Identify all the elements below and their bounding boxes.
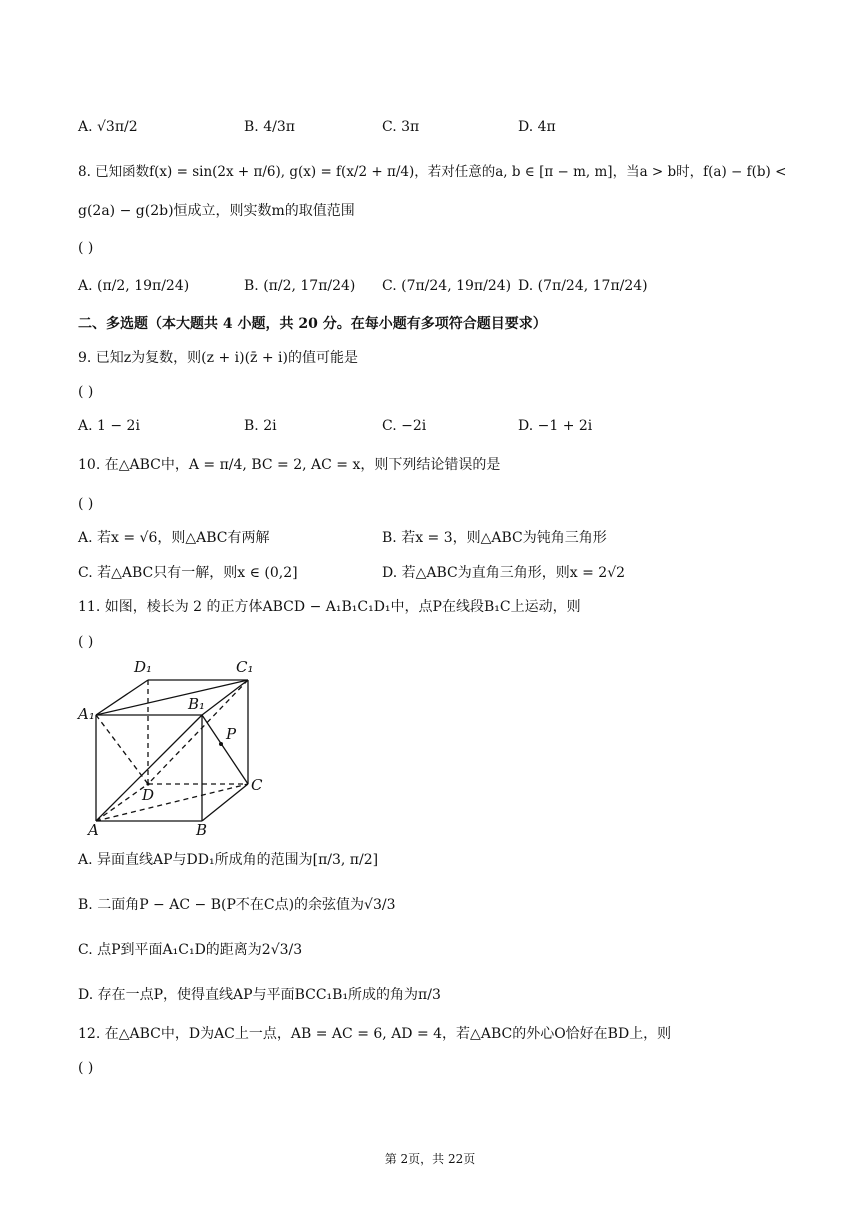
q11-option-d: D. 存在一点P，使得直线AP与平面BCC₁B₁所成的角为π/3 — [78, 987, 441, 1003]
q7-option-d: D. 4π — [518, 119, 556, 135]
q9-option-b: B. 2i — [244, 418, 277, 434]
edge-A1D — [96, 715, 148, 784]
q8-option-a: A. (π/2, 19π/24) — [78, 278, 190, 294]
edge-AB1 — [96, 715, 202, 821]
q7-option-c: C. 3π — [382, 119, 420, 135]
q11-stem: 11. 如图，棱长为 2 的正方体ABCD − A₁B₁C₁D₁中，点P在线段B₁C上运动，则 — [78, 599, 581, 615]
q11-option-a: A. 异面直线AP与DD₁所成角的范围为[π/3, π/2] — [78, 852, 379, 868]
page-footer: 第 2页，共 22页 — [384, 1152, 476, 1166]
q9-stem: 9. 已知z为复数，则(z + i)(z̄ + i)的值可能是 — [78, 350, 358, 366]
edge-AD — [96, 784, 148, 821]
label-B: B — [196, 821, 208, 839]
q11-option-b: B. 二面角P − AC − B(P不在C点)的余弦值为√3/3 — [78, 897, 396, 913]
q10-option-c: C. 若△ABC只有一解，则x ∈ (0,2] — [78, 565, 298, 581]
q9-option-d: D. −1 + 2i — [518, 418, 593, 434]
label-C1: C₁ — [236, 658, 254, 676]
q7-option-a: A. √3π/2 — [78, 119, 138, 135]
q10-stem: 10. 在△ABC中，A = π/4, BC = 2, AC = x，则下列结论错误的是 — [78, 457, 501, 473]
q8-answer-paren: ( ) — [78, 240, 94, 256]
q9-option-a: A. 1 − 2i — [78, 418, 140, 434]
q8-stem-line1: 8. 已知函数f(x) = sin(2x + π/6), g(x) = f(x/2 + π/4)，若对任意的a, b ∈ [π − m, m]，当a > b时，f(a) − f(b) < — [78, 164, 787, 180]
label-A: A — [88, 821, 99, 839]
label-P: P — [226, 725, 237, 743]
label-B1: B₁ — [188, 695, 206, 713]
edge-BC — [202, 784, 248, 821]
label-D: D — [142, 786, 155, 804]
q10-option-b: B. 若x = 3，则△ABC为钝角三角形 — [382, 530, 607, 546]
section-heading-multi-choice: 二、多选题（本大题共 4 小题，共 20 分。在每小题有多项符合题目要求） — [78, 316, 547, 332]
q12-stem: 12. 在△ABC中，D为AC上一点，AB = AC = 6, AD = 4，若△ABC的外心O恰好在BD上，则 — [78, 1026, 672, 1042]
edge-A1D1 — [96, 680, 148, 715]
q7-option-b: B. 4/3π — [244, 119, 295, 135]
label-D1: D₁ — [134, 658, 153, 676]
q9-answer-paren: ( ) — [78, 384, 94, 400]
label-C: C — [251, 776, 263, 794]
q10-option-d: D. 若△ABC为直角三角形，则x = 2√2 — [382, 565, 626, 581]
cube-figure — [76, 655, 276, 840]
q9-option-c: C. −2i — [382, 418, 427, 434]
q12-answer-paren: ( ) — [78, 1060, 94, 1076]
q11-answer-paren: ( ) — [78, 634, 94, 650]
point-P — [219, 742, 223, 746]
q11-option-c: C. 点P到平面A₁C₁D的距离为2√3/3 — [78, 942, 303, 958]
q8-option-b: B. (π/2, 17π/24) — [244, 278, 356, 294]
edge-B1C — [202, 715, 248, 784]
q8-option-c: C. (7π/24, 19π/24) — [382, 278, 512, 294]
q10-option-a: A. 若x = √6，则△ABC有两解 — [78, 530, 270, 546]
q8-option-d: D. (7π/24, 17π/24) — [518, 278, 648, 294]
label-A1: A₁ — [78, 705, 95, 723]
q10-answer-paren: ( ) — [78, 496, 94, 512]
q8-stem-line2: g(2a) − g(2b)恒成立，则实数m的取值范围 — [78, 203, 355, 219]
